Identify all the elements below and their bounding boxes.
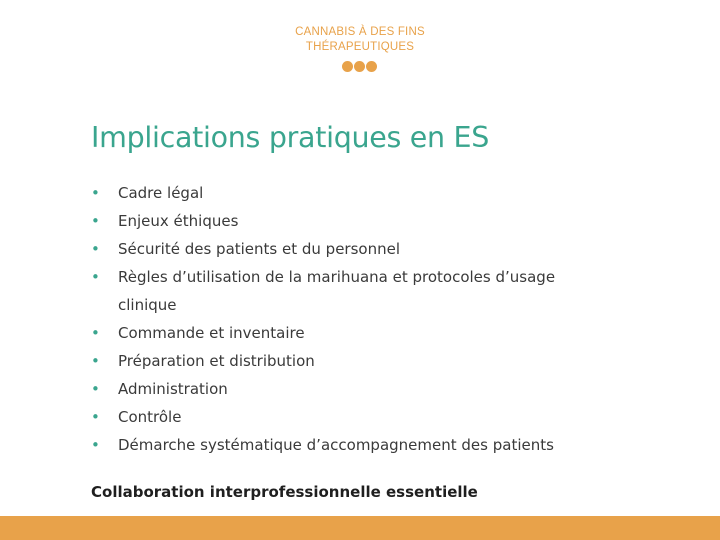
list-item-text: Cadre légal — [118, 184, 204, 202]
list-item-text: Administration — [118, 380, 228, 398]
bullet-icon: • — [91, 380, 100, 398]
footer-note: Collaboration interprofessionnelle essentielle — [91, 483, 478, 501]
list-item-text: Démarche systématique d’accompagnement des patients — [118, 436, 554, 454]
list-item-text: Contrôle — [118, 408, 182, 426]
list-item — [91, 347, 651, 375]
bullet-icon: • — [91, 268, 100, 286]
bullet-icon: • — [91, 240, 100, 258]
bullet-icon: • — [91, 324, 100, 342]
list-item — [91, 375, 651, 403]
bullet-icon: • — [91, 408, 100, 426]
list-item-text: Règles d’utilisation de la marihuana et protocoles d’usage — [118, 268, 556, 286]
bullet-icon: • — [91, 352, 100, 370]
list-item — [91, 403, 651, 431]
list-item-text: Commande et inventaire — [118, 324, 305, 342]
header-line-2: THÉRAPEUTIQUES — [305, 41, 415, 53]
bottom-accent-bar — [0, 516, 720, 540]
list-item — [91, 235, 651, 263]
bullet-icon: • — [91, 184, 100, 202]
bullet-list — [91, 179, 651, 459]
list-item — [91, 431, 651, 459]
list-item-text: Préparation et distribution — [118, 352, 315, 370]
slide-title: Implications pratiques en ES — [91, 121, 490, 154]
list-item — [91, 207, 651, 235]
dot-icon — [366, 61, 377, 72]
slide-header — [0, 25, 720, 55]
bullet-icon: • — [91, 212, 100, 230]
bullet-icon: • — [91, 436, 100, 454]
list-item-text: Sécurité des patients et du personnel — [118, 240, 401, 258]
decorative-dots — [342, 61, 377, 72]
header-line-1: CANNABIS À DES FINS — [295, 26, 425, 38]
list-item — [91, 319, 651, 347]
list-item — [91, 263, 651, 319]
list-item-text-continuation: clinique — [118, 296, 177, 314]
list-item-text: Enjeux éthiques — [118, 212, 239, 230]
dot-icon — [342, 61, 353, 72]
dot-icon — [354, 61, 365, 72]
list-item — [91, 179, 651, 207]
